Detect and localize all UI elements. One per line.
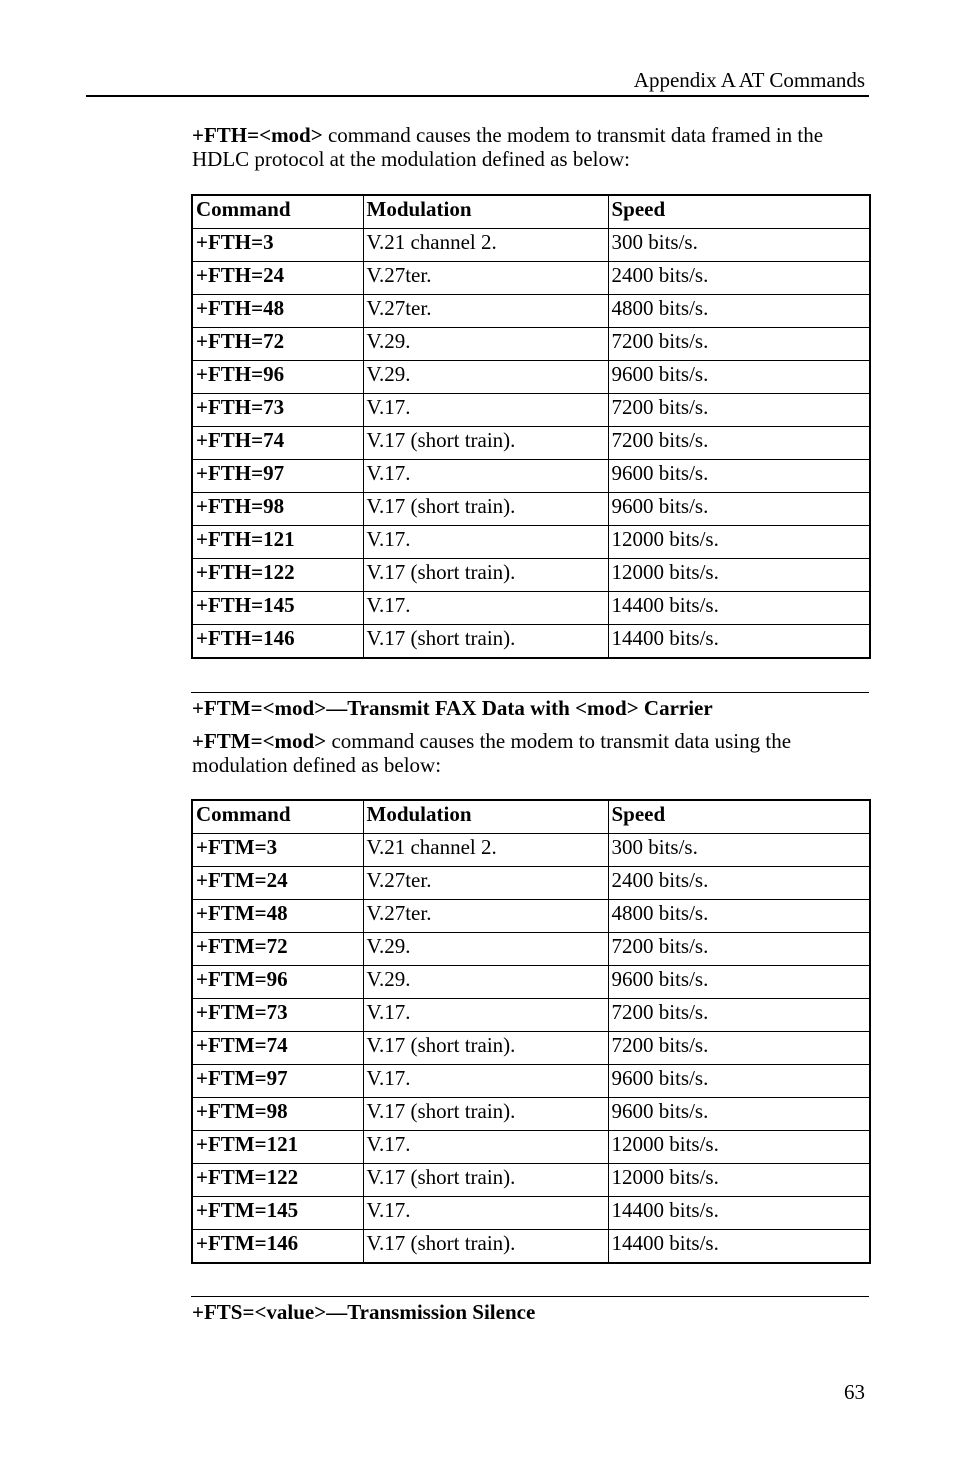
table-row <box>192 1065 870 1098</box>
cell-command: +FTM=74 <box>192 1032 363 1065</box>
cell-command: +FTH=122 <box>192 559 363 592</box>
table-row <box>192 1197 870 1230</box>
cell-command: +FTH=98 <box>192 493 363 526</box>
cell-speed: 14400 bits/s. <box>608 1230 870 1264</box>
cell-command: +FTM=122 <box>192 1164 363 1197</box>
cell-modulation: V.17. <box>363 1197 608 1230</box>
cell-speed: 7200 bits/s. <box>608 394 870 427</box>
section-rule <box>191 1296 869 1297</box>
table-row <box>192 394 870 427</box>
section-rule <box>191 692 869 693</box>
cell-speed: 7200 bits/s. <box>608 999 870 1032</box>
table-header-row <box>192 195 870 229</box>
cell-modulation: V.27ter. <box>363 262 608 295</box>
cell-modulation: V.17. <box>363 592 608 625</box>
cell-command: +FTH=3 <box>192 229 363 262</box>
cell-speed: 300 bits/s. <box>608 229 870 262</box>
table-row <box>192 867 870 900</box>
column-header-modulation: Modulation <box>363 195 608 229</box>
cell-command: +FTM=97 <box>192 1065 363 1098</box>
cell-speed: 9600 bits/s. <box>608 1065 870 1098</box>
table-row <box>192 1164 870 1197</box>
cell-speed: 4800 bits/s. <box>608 295 870 328</box>
cell-command: +FTH=121 <box>192 526 363 559</box>
column-header-command: Command <box>192 195 363 229</box>
column-header-speed: Speed <box>608 195 870 229</box>
ftm-modulation-table <box>191 799 871 1264</box>
ftm-intro-text: command causes the modem to transmit data using the modulation defined as below: <box>192 729 792 777</box>
table-row <box>192 295 870 328</box>
cell-modulation: V.17 (short train). <box>363 1164 608 1197</box>
cell-modulation: V.29. <box>363 933 608 966</box>
cell-modulation: V.17. <box>363 526 608 559</box>
cell-speed: 14400 bits/s. <box>608 1197 870 1230</box>
cell-command: +FTM=24 <box>192 867 363 900</box>
table-row <box>192 834 870 867</box>
table-row <box>192 262 870 295</box>
cell-modulation: V.29. <box>363 328 608 361</box>
cell-speed: 9600 bits/s. <box>608 361 870 394</box>
ftm-section-title: +FTM=<mod>—Transmit FAX Data with <mod> Carrier <box>192 696 713 720</box>
table-row <box>192 229 870 262</box>
cell-modulation: V.17 (short train). <box>363 493 608 526</box>
table-row <box>192 328 870 361</box>
cell-command: +FTM=96 <box>192 966 363 999</box>
table-row <box>192 1032 870 1065</box>
fth-intro-text: command causes the modem to transmit data framed in the HDLC protocol at the modulation defined as below: <box>192 123 824 171</box>
table-row <box>192 966 870 999</box>
cell-command: +FTH=24 <box>192 262 363 295</box>
cell-modulation: V.17. <box>363 460 608 493</box>
cell-speed: 7200 bits/s. <box>608 427 870 460</box>
cell-modulation: V.27ter. <box>363 867 608 900</box>
cell-modulation: V.17 (short train). <box>363 1230 608 1264</box>
fth-intro-command: +FTH=<mod> <box>192 123 323 147</box>
cell-modulation: V.17. <box>363 1131 608 1164</box>
cell-command: +FTM=48 <box>192 900 363 933</box>
cell-speed: 300 bits/s. <box>608 834 870 867</box>
table-row <box>192 999 870 1032</box>
cell-modulation: V.21 channel 2. <box>363 834 608 867</box>
column-header-speed: Speed <box>608 800 870 834</box>
ftm-intro-paragraph <box>192 729 872 777</box>
cell-speed: 9600 bits/s. <box>608 460 870 493</box>
cell-command: +FTH=146 <box>192 625 363 659</box>
fth-intro-paragraph <box>192 123 872 171</box>
cell-speed: 12000 bits/s. <box>608 1164 870 1197</box>
cell-command: +FTH=96 <box>192 361 363 394</box>
cell-speed: 7200 bits/s. <box>608 328 870 361</box>
cell-speed: 9600 bits/s. <box>608 966 870 999</box>
cell-modulation: V.17 (short train). <box>363 1098 608 1131</box>
header-rule <box>86 95 869 97</box>
table-row <box>192 361 870 394</box>
fts-section-title: +FTS=<value>—Transmission Silence <box>192 1300 536 1324</box>
cell-command: +FTM=3 <box>192 834 363 867</box>
cell-modulation: V.27ter. <box>363 900 608 933</box>
cell-modulation: V.21 channel 2. <box>363 229 608 262</box>
cell-speed: 9600 bits/s. <box>608 1098 870 1131</box>
cell-modulation: V.17. <box>363 999 608 1032</box>
cell-speed: 14400 bits/s. <box>608 625 870 659</box>
cell-speed: 2400 bits/s. <box>608 867 870 900</box>
cell-speed: 12000 bits/s. <box>608 1131 870 1164</box>
cell-speed: 14400 bits/s. <box>608 592 870 625</box>
cell-speed: 7200 bits/s. <box>608 933 870 966</box>
table-row <box>192 1131 870 1164</box>
cell-modulation: V.27ter. <box>363 295 608 328</box>
cell-speed: 7200 bits/s. <box>608 1032 870 1065</box>
table-row <box>192 427 870 460</box>
table-row <box>192 526 870 559</box>
fth-modulation-table <box>191 194 871 659</box>
cell-speed: 12000 bits/s. <box>608 526 870 559</box>
cell-command: +FTH=97 <box>192 460 363 493</box>
ftm-intro-command: +FTM=<mod> <box>192 729 327 753</box>
cell-speed: 4800 bits/s. <box>608 900 870 933</box>
table-row <box>192 559 870 592</box>
cell-modulation: V.17 (short train). <box>363 625 608 659</box>
cell-speed: 9600 bits/s. <box>608 493 870 526</box>
page-number: 63 <box>844 1380 865 1404</box>
cell-command: +FTH=74 <box>192 427 363 460</box>
table-row <box>192 1098 870 1131</box>
cell-command: +FTM=121 <box>192 1131 363 1164</box>
cell-command: +FTM=98 <box>192 1098 363 1131</box>
table-row <box>192 493 870 526</box>
cell-command: +FTH=72 <box>192 328 363 361</box>
cell-modulation: V.17 (short train). <box>363 1032 608 1065</box>
table-row <box>192 1230 870 1264</box>
cell-modulation: V.17 (short train). <box>363 559 608 592</box>
column-header-modulation: Modulation <box>363 800 608 834</box>
cell-modulation: V.17. <box>363 1065 608 1098</box>
cell-modulation: V.29. <box>363 361 608 394</box>
table-row <box>192 460 870 493</box>
cell-command: +FTM=145 <box>192 1197 363 1230</box>
cell-speed: 12000 bits/s. <box>608 559 870 592</box>
cell-modulation: V.17 (short train). <box>363 427 608 460</box>
table-header-row <box>192 800 870 834</box>
table-row <box>192 933 870 966</box>
cell-command: +FTM=73 <box>192 999 363 1032</box>
table-row <box>192 592 870 625</box>
table-row <box>192 625 870 659</box>
cell-command: +FTM=146 <box>192 1230 363 1264</box>
cell-modulation: V.17. <box>363 394 608 427</box>
column-header-command: Command <box>192 800 363 834</box>
cell-command: +FTM=72 <box>192 933 363 966</box>
cell-command: +FTH=48 <box>192 295 363 328</box>
cell-modulation: V.29. <box>363 966 608 999</box>
table-row <box>192 900 870 933</box>
cell-command: +FTH=73 <box>192 394 363 427</box>
running-header: Appendix A AT Commands <box>633 68 865 92</box>
cell-speed: 2400 bits/s. <box>608 262 870 295</box>
cell-command: +FTH=145 <box>192 592 363 625</box>
